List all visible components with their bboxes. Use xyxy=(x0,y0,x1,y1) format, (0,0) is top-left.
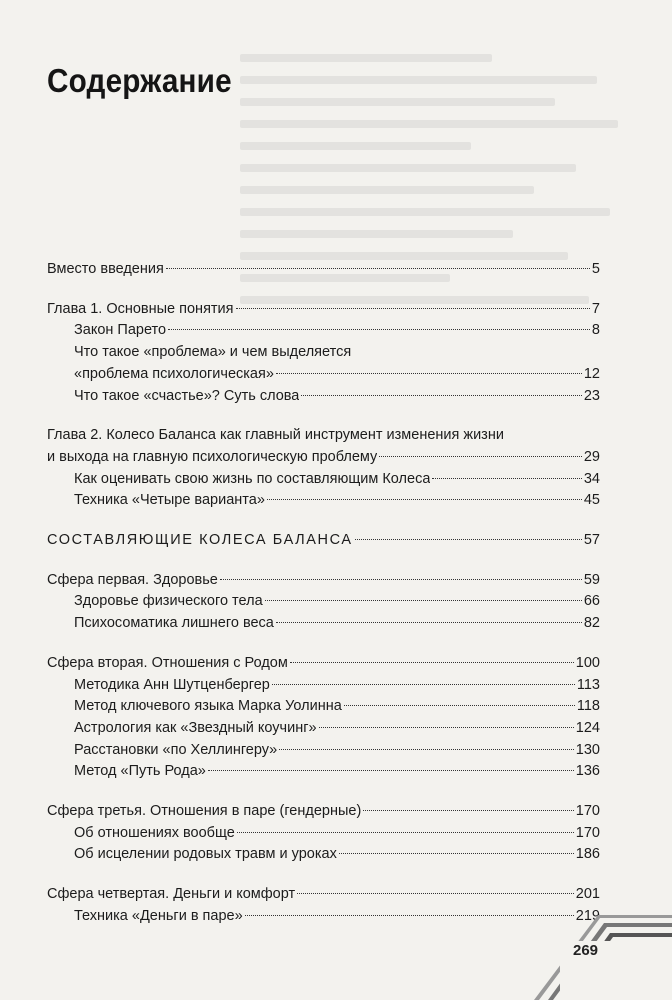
dot-leader xyxy=(301,395,581,396)
page-number: 269 xyxy=(573,942,599,959)
toc-entry-title: Сфера вторая. Отношения с Родом xyxy=(47,654,288,671)
toc-entry xyxy=(47,299,600,321)
dot-leader xyxy=(276,622,582,623)
toc-entry xyxy=(47,259,600,281)
toc-entry xyxy=(47,801,600,823)
toc-entry xyxy=(47,447,600,469)
toc-entry-title: Здоровье физического тела xyxy=(74,593,263,610)
toc-entry xyxy=(47,884,600,906)
toc-entry-title: «проблема психологическая» xyxy=(74,365,274,382)
toc-page-number: 66 xyxy=(583,593,600,610)
dot-leader xyxy=(236,308,590,309)
dot-leader xyxy=(276,373,582,374)
toc-entry xyxy=(47,386,600,408)
toc-entry-title: Психосоматика лишнего веса xyxy=(74,615,274,632)
toc-entry-title: Об отношениях вообще xyxy=(74,824,235,841)
toc-page-number: 124 xyxy=(575,719,600,736)
toc-page-number: 59 xyxy=(583,571,600,588)
toc-entry-title: Глава 2. Колесо Баланса как главный инструмент изменения жизни xyxy=(47,427,504,444)
toc-entry-title: Техника «Четыре варианта» xyxy=(74,492,265,509)
toc-entry xyxy=(47,530,600,552)
toc-page-number: 186 xyxy=(575,846,600,863)
section-gap xyxy=(47,783,600,801)
toc-entry-title: Что такое «проблема» и чем выделяется xyxy=(74,344,352,361)
toc-entry-title: и выхода на главную психологическую проблему xyxy=(47,448,378,465)
dot-leader xyxy=(267,499,582,500)
toc-entry-title: Сфера четвертая. Деньги и комфорт xyxy=(47,886,296,903)
toc-page-number: 5 xyxy=(591,261,600,277)
dot-leader xyxy=(237,832,574,833)
toc-entry xyxy=(47,570,600,592)
toc-entry-title: Что такое «счастье»? Суть слова xyxy=(74,387,300,404)
toc-entry-title: Методика Анн Шутценбергер xyxy=(74,676,270,693)
toc-page-number: 118 xyxy=(576,698,600,715)
toc-entry xyxy=(47,364,600,386)
toc-page-number: 29 xyxy=(583,448,600,465)
section-gap xyxy=(47,866,600,884)
toc-entry xyxy=(47,718,600,740)
toc-entry xyxy=(47,591,600,613)
toc-page-number: 113 xyxy=(576,676,600,693)
dot-leader xyxy=(279,749,574,750)
toc-page-number: 82 xyxy=(583,615,600,632)
toc-entry xyxy=(47,490,600,512)
toc-entry xyxy=(47,761,600,783)
toc-entry xyxy=(47,844,600,866)
dot-leader xyxy=(220,579,582,580)
dot-leader xyxy=(272,684,575,685)
toc-page-number: 34 xyxy=(583,470,600,487)
dot-leader xyxy=(363,810,574,811)
toc-entry xyxy=(47,740,600,762)
section-gap xyxy=(47,281,600,299)
section-gap xyxy=(47,512,600,530)
dot-leader xyxy=(355,539,582,540)
toc-entry xyxy=(47,320,600,342)
toc-entry-title: Глава 1. Основные понятия xyxy=(47,300,234,317)
toc-entry xyxy=(47,653,600,675)
table-of-contents xyxy=(47,259,600,928)
toc-entry-title: Вместо введения xyxy=(47,261,164,277)
toc-entry-title: Сфера третья. Отношения в паре (гендерные) xyxy=(47,803,362,820)
toc-entry-title: Астрология как «Звездный коучинг» xyxy=(74,719,317,736)
toc-entry-line xyxy=(47,342,600,364)
dot-leader xyxy=(344,705,575,706)
dot-leader xyxy=(432,478,581,479)
toc-entry-title: Расстановки «по Хеллингеру» xyxy=(74,741,278,758)
dot-leader xyxy=(168,329,590,330)
toc-entry-title: СОСТАВЛЯЮЩИЕ КОЛЕСА БАЛАНСА xyxy=(47,532,353,549)
dot-leader xyxy=(290,662,574,663)
toc-entry xyxy=(47,675,600,697)
toc-entry xyxy=(47,823,600,845)
toc-entry-title: Техника «Деньги в паре» xyxy=(74,907,243,924)
toc-entry-title: Метод ключевого языка Марка Уолинна xyxy=(74,698,342,715)
toc-page-number: 170 xyxy=(575,803,600,820)
toc-page-number: 7 xyxy=(591,300,600,317)
dot-leader xyxy=(166,268,590,269)
toc-page-number: 57 xyxy=(583,532,600,549)
toc-entry-title: Как оценивать свою жизнь по составляющим Колеса xyxy=(74,470,431,487)
toc-page-number: 170 xyxy=(575,824,600,841)
page-title: Содержание xyxy=(47,62,232,99)
section-gap xyxy=(47,552,600,570)
toc-page-number: 136 xyxy=(575,763,600,780)
toc-page-number: 130 xyxy=(575,741,600,758)
toc-page-number: 201 xyxy=(575,886,600,903)
dot-leader xyxy=(265,600,582,601)
toc-entry xyxy=(47,613,600,635)
toc-entry-title: Метод «Путь Рода» xyxy=(74,763,206,780)
toc-entry-title: Закон Парето xyxy=(74,322,167,339)
toc-entry-line xyxy=(47,425,600,447)
dot-leader xyxy=(339,853,574,854)
toc-entry-title: Об исцелении родовых травм и уроках xyxy=(74,846,337,863)
toc-page-number: 8 xyxy=(591,322,600,339)
toc-entry-title: Сфера первая. Здоровье xyxy=(47,571,218,588)
dot-leader xyxy=(297,893,574,894)
toc-page-number: 219 xyxy=(575,907,600,924)
toc-entry xyxy=(47,469,600,491)
toc-entry xyxy=(47,696,600,718)
toc-page-number: 23 xyxy=(583,387,600,404)
section-gap xyxy=(47,407,600,425)
dot-leader xyxy=(379,456,582,457)
dot-leader xyxy=(208,770,574,771)
section-gap xyxy=(47,635,600,653)
toc-page-number: 12 xyxy=(583,365,600,382)
toc-page-number: 100 xyxy=(575,654,600,671)
dot-leader xyxy=(319,727,574,728)
toc-page-number: 45 xyxy=(583,492,600,509)
